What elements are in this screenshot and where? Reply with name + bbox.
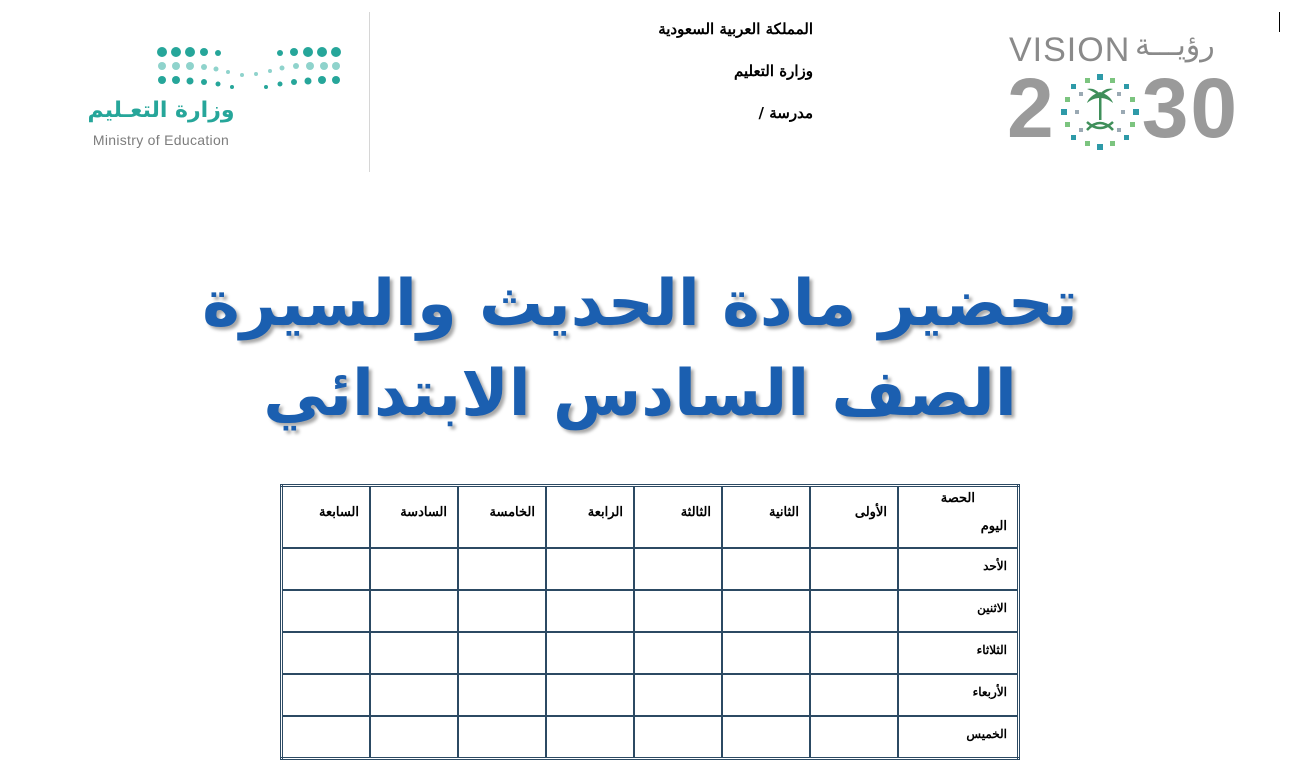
ministry-arabic-name: وزارة التعـليم — [87, 98, 235, 123]
schedule-cell[interactable] — [282, 548, 371, 590]
table-row — [282, 716, 1019, 759]
day-label: الثلاثاء — [898, 632, 1019, 674]
schedule-cell[interactable] — [722, 716, 810, 759]
kingdom-name: المملكة العربية السعودية — [658, 20, 813, 38]
schedule-cell[interactable] — [370, 548, 458, 590]
day-label: الأحد — [898, 548, 1019, 590]
schedule-cell[interactable] — [458, 674, 546, 716]
period-header: السادسة — [370, 486, 458, 549]
table-header-row — [282, 486, 1019, 549]
schedule-cell[interactable] — [546, 716, 634, 759]
schedule-cell[interactable] — [722, 674, 810, 716]
schedule-cell[interactable] — [722, 590, 810, 632]
schedule-cell[interactable] — [722, 632, 810, 674]
schedule-cell[interactable] — [282, 632, 371, 674]
schedule-cell[interactable] — [634, 590, 722, 632]
schedule-cell[interactable] — [370, 590, 458, 632]
schedule-table — [280, 484, 1020, 760]
vision-2030-logo — [1003, 28, 1263, 156]
text-cursor — [1279, 12, 1280, 32]
ministry-english-name: Ministry of Education — [92, 132, 230, 148]
ministry-dots-icon — [156, 44, 341, 94]
table-row — [282, 632, 1019, 674]
vision-number-left: 2 — [1007, 61, 1056, 155]
title-line-1: تحضير مادة الحديث والسيرة — [202, 267, 1078, 341]
schedule-cell[interactable] — [282, 590, 371, 632]
schedule-cell[interactable] — [458, 590, 546, 632]
schedule-cell[interactable] — [370, 674, 458, 716]
schedule-cell[interactable] — [810, 632, 898, 674]
ministry-name: وزارة التعليم — [734, 62, 813, 80]
corner-cell — [898, 486, 1019, 549]
vision-arabic-word: رؤيـــة — [1135, 28, 1215, 63]
schedule-cell[interactable] — [458, 716, 546, 759]
table-row — [282, 548, 1019, 590]
period-header: الخامسة — [458, 486, 546, 549]
schedule-cell[interactable] — [546, 548, 634, 590]
schedule-cell[interactable] — [810, 674, 898, 716]
schedule-cell[interactable] — [546, 590, 634, 632]
corner-day-label: اليوم — [980, 519, 1007, 534]
schedule-cell[interactable] — [370, 632, 458, 674]
header-divider — [369, 12, 370, 172]
schedule-cell[interactable] — [282, 674, 371, 716]
schedule-cell[interactable] — [810, 548, 898, 590]
schedule-cell[interactable] — [370, 716, 458, 759]
period-header: الثالثة — [634, 486, 722, 549]
day-label: الأربعاء — [898, 674, 1019, 716]
table-row — [282, 674, 1019, 716]
ministry-logo — [60, 40, 350, 160]
schedule-cell[interactable] — [546, 674, 634, 716]
schedule-cell[interactable] — [458, 632, 546, 674]
schedule-cell[interactable] — [282, 716, 371, 759]
period-header: السابعة — [282, 486, 371, 549]
corner-period-label: الحصة — [940, 491, 975, 506]
table-row — [282, 590, 1019, 632]
period-header: الرابعة — [546, 486, 634, 549]
school-name: مدرسة / — [758, 104, 813, 122]
title-line-2: الصف السادس الابتدائي — [263, 357, 1017, 431]
schedule-cell[interactable] — [634, 548, 722, 590]
schedule-cell[interactable] — [634, 674, 722, 716]
palm-emblem-icon — [1057, 72, 1143, 152]
period-header: الأولى — [810, 486, 898, 549]
period-header: الثانية — [722, 486, 810, 549]
header-block — [658, 22, 813, 148]
day-label: الخميس — [898, 716, 1019, 759]
schedule-cell[interactable] — [634, 716, 722, 759]
schedule-cell[interactable] — [722, 548, 810, 590]
schedule-cell[interactable] — [810, 716, 898, 759]
schedule-cell[interactable] — [546, 632, 634, 674]
schedule-cell[interactable] — [810, 590, 898, 632]
vision-number-right: 30 — [1141, 61, 1240, 155]
day-label: الاثنين — [898, 590, 1019, 632]
schedule-cell[interactable] — [634, 632, 722, 674]
schedule-cell[interactable] — [458, 548, 546, 590]
vision-word: VISION — [1009, 31, 1131, 69]
